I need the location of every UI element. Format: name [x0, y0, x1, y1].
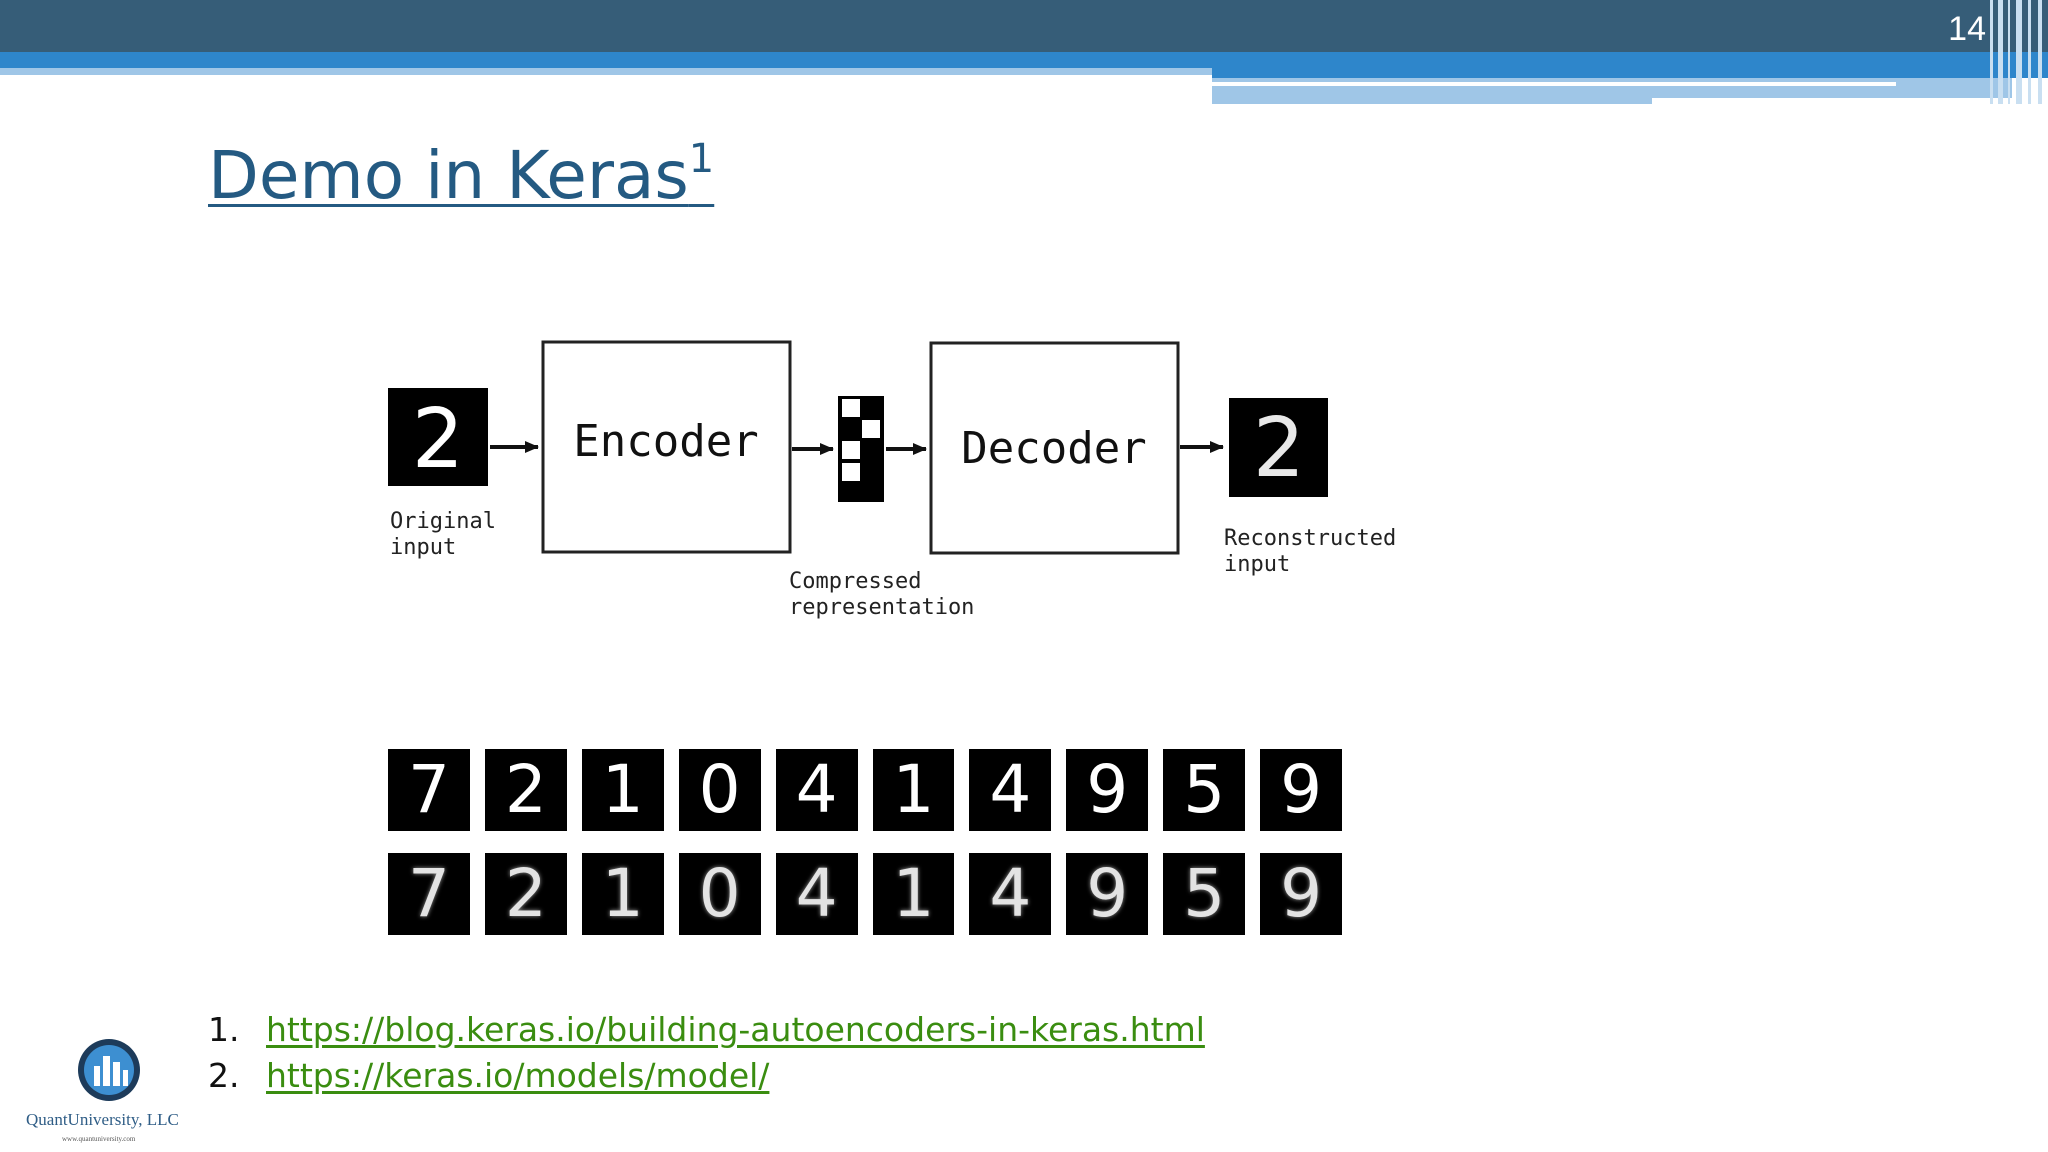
reconstructed-caption-line2: input [1224, 552, 1291, 577]
reference-item [208, 1052, 1205, 1098]
logo-website: www.quantuniversity.com [62, 1135, 136, 1143]
title-footnote-marker: 1 [688, 136, 715, 182]
reconstructed-input-digit: 2 [1252, 401, 1306, 496]
original-digits-row [388, 749, 1342, 831]
original-digit-cell: 4 [969, 749, 1051, 831]
original-digit-cell: 5 [1163, 749, 1245, 831]
encoder-label: Encoder [573, 416, 759, 467]
original-digit-cell: 1 [582, 749, 664, 831]
reference-link-keras-blog[interactable]: https://blog.keras.io/building-autoencoders-in-keras.html [266, 1009, 1205, 1049]
reconstructed-digit-cell: 1 [873, 853, 955, 935]
mnist-digit-grid [388, 749, 1342, 935]
compressed-caption-line1: Compressed [789, 569, 922, 594]
reconstructed-digit-cell: 4 [776, 853, 858, 935]
original-digit-cell: 9 [1066, 749, 1148, 831]
compressed-representation-block [838, 396, 884, 502]
original-digit-cell: 7 [388, 749, 470, 831]
decoder-label: Decoder [961, 423, 1147, 474]
reconstructed-caption-line1: Reconstructed [1224, 526, 1397, 551]
reconstructed-digit-cell: 4 [969, 853, 1051, 935]
original-digit-cell: 1 [873, 749, 955, 831]
references-list [208, 1006, 1205, 1098]
original-input-digit: 2 [411, 392, 465, 487]
original-input-caption-line2: input [390, 535, 457, 560]
reference-number: 2. [208, 1055, 240, 1095]
reconstructed-digit-cell: 2 [485, 853, 567, 935]
compressed-caption-line2: representation [789, 595, 975, 620]
reconstructed-digit-cell: 0 [679, 853, 761, 935]
reconstructed-digit-cell: 7 [388, 853, 470, 935]
reference-number: 1. [208, 1009, 240, 1049]
original-digit-cell: 9 [1260, 749, 1342, 831]
slide-number: 14 [1948, 10, 1986, 48]
original-digit-cell: 0 [679, 749, 761, 831]
reconstructed-digit-cell: 1 [582, 853, 664, 935]
original-digit-cell: 4 [776, 749, 858, 831]
reconstructed-digit-cell: 9 [1260, 853, 1342, 935]
original-input-caption-line1: Original [390, 509, 496, 534]
reconstructed-digit-cell: 9 [1066, 853, 1148, 935]
slide-title-text: Demo in Keras [208, 137, 689, 214]
logo-company-name: QuantUniversity, LLC [26, 1110, 179, 1129]
reconstructed-digits-row [388, 853, 1342, 935]
reference-link-keras-models[interactable]: https://keras.io/models/model/ [266, 1055, 770, 1095]
original-digit-cell: 2 [485, 749, 567, 831]
reconstructed-digit-cell: 5 [1163, 853, 1245, 935]
reference-item [208, 1006, 1205, 1052]
